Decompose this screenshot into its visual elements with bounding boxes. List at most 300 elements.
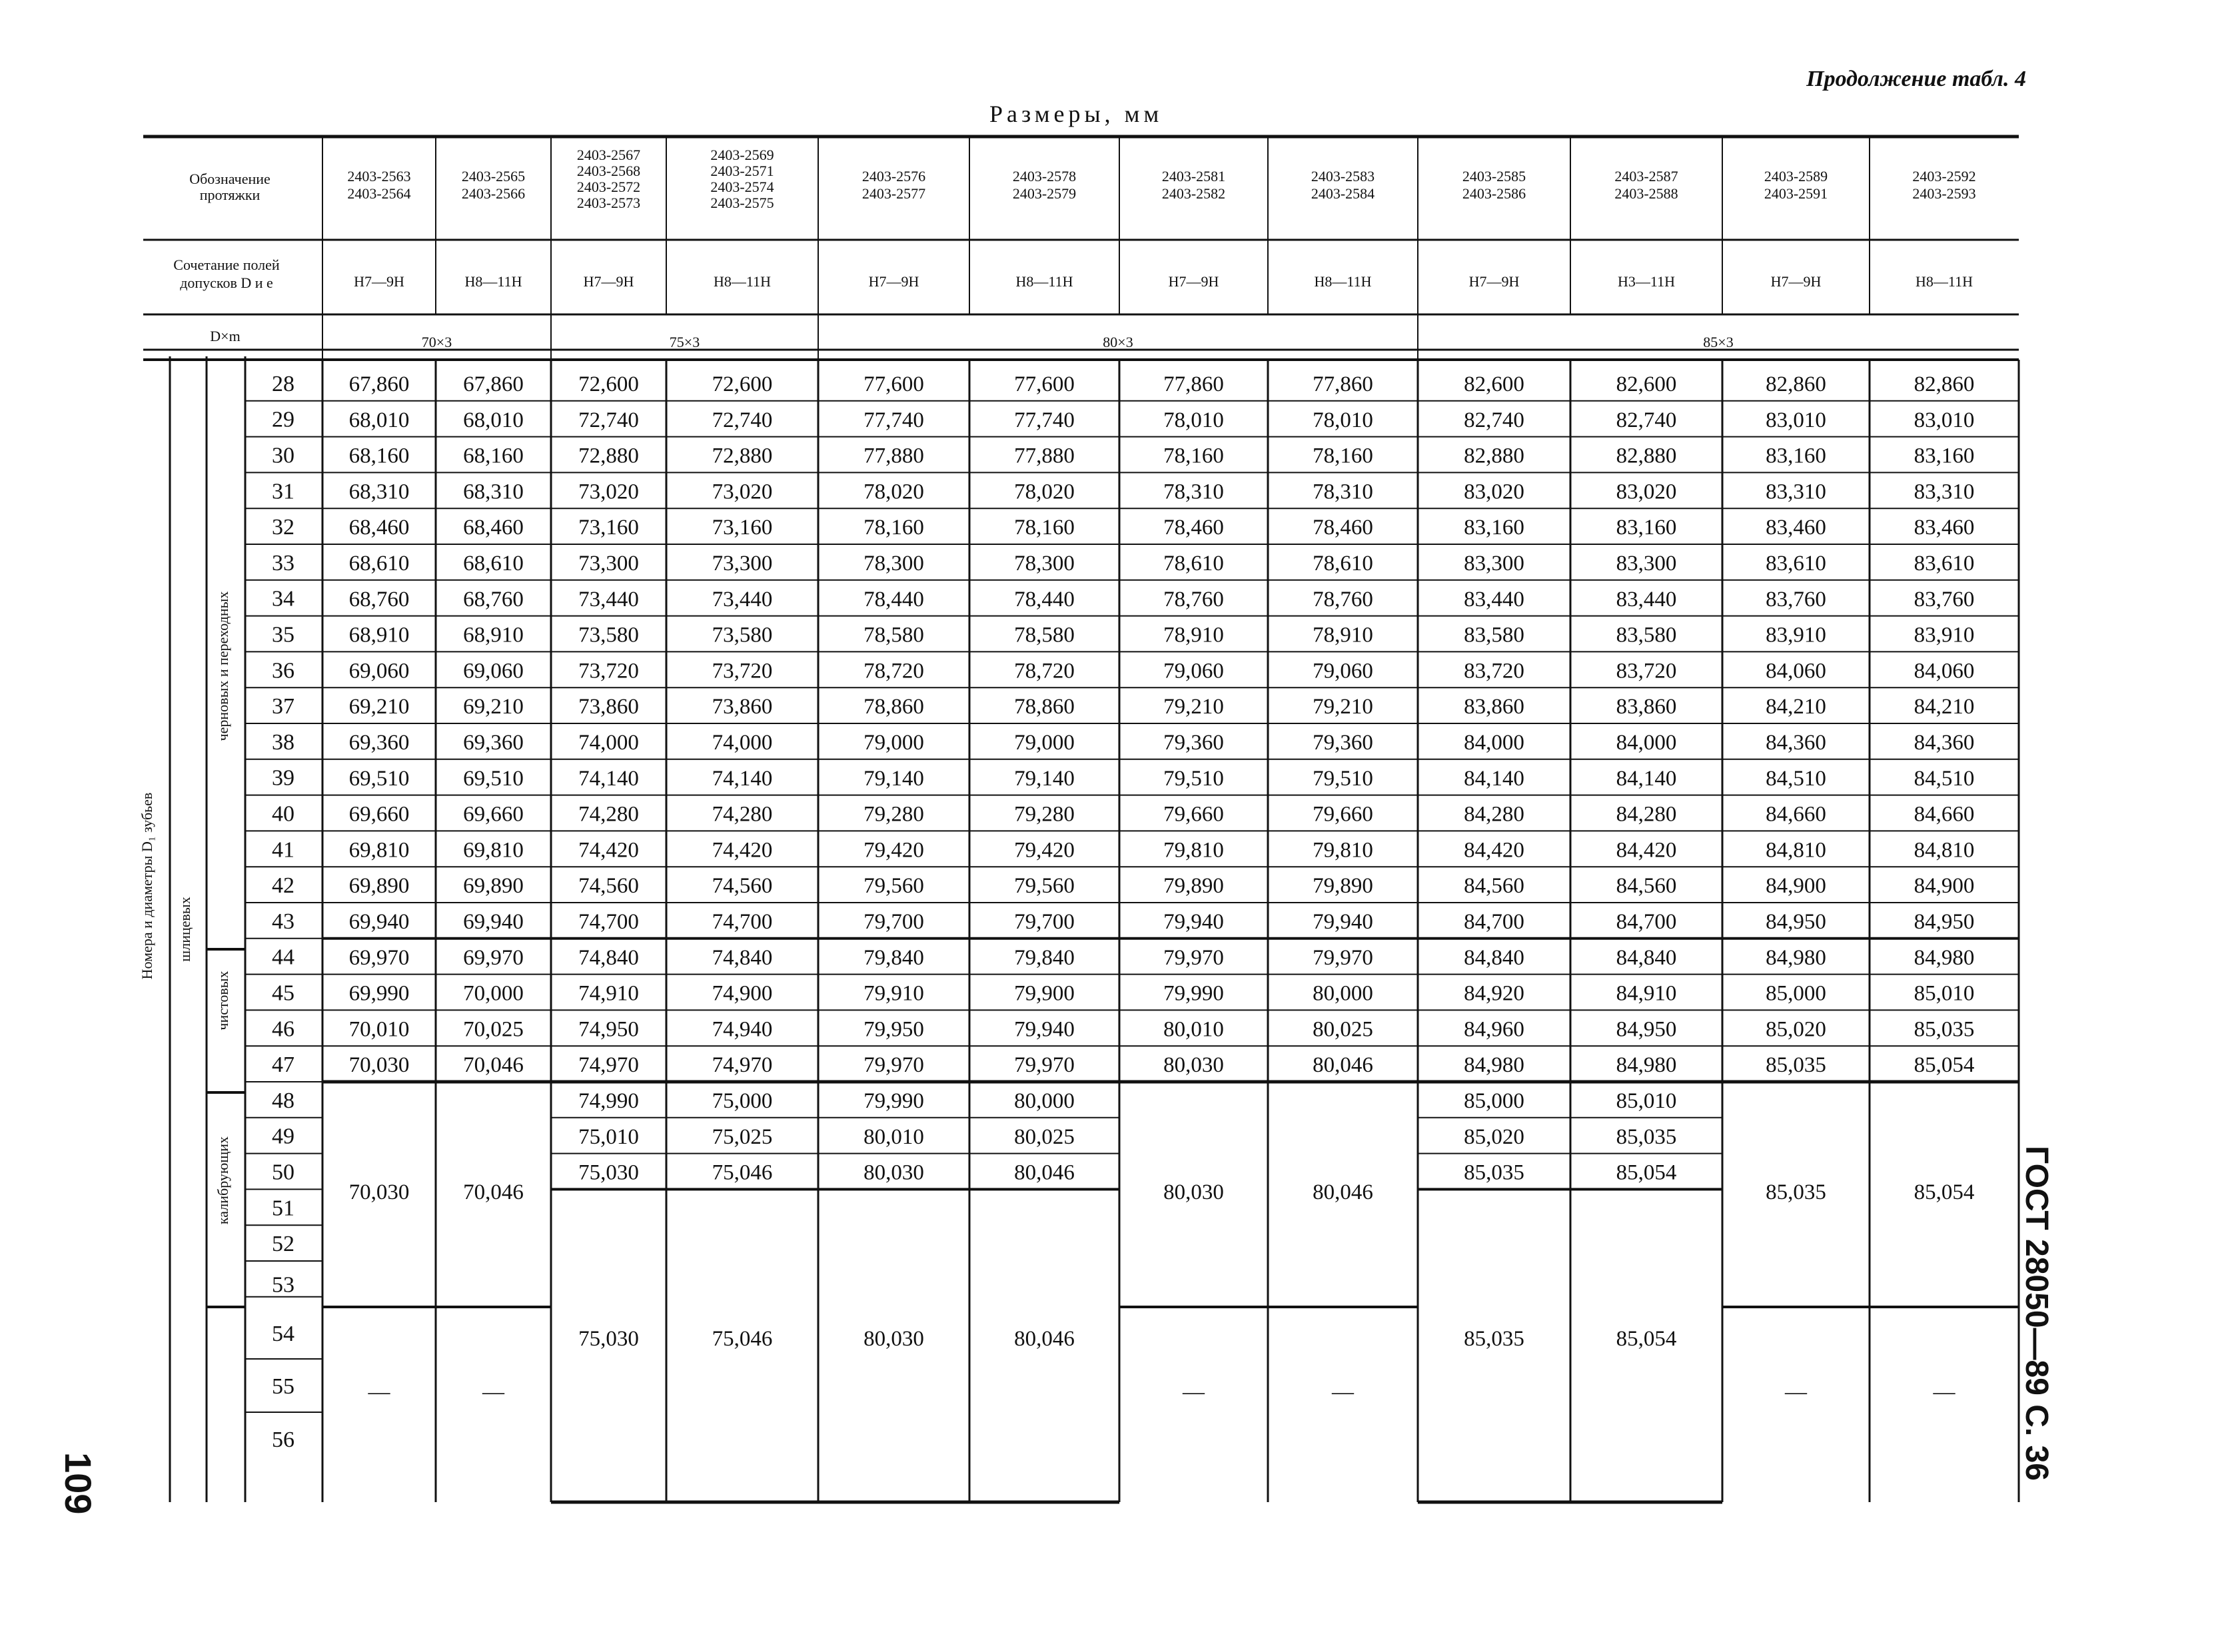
dxm-header: D×m	[210, 328, 241, 344]
value-cell: 73,720	[578, 659, 639, 683]
value-cell: 68,310	[348, 480, 410, 504]
value-cell: 84,280	[1616, 802, 1677, 827]
merged-calib-cell: 80,030	[1163, 1180, 1224, 1204]
value-cell: 78,010	[1163, 408, 1224, 432]
tolerance-cell: H7—9H	[1468, 273, 1520, 290]
tail-value-cell: 85,054	[1616, 1327, 1677, 1351]
tolerance-header: Сочетание полей	[173, 256, 280, 273]
value-cell: 68,010	[348, 408, 410, 432]
designation-cell: 2403-2589	[1764, 168, 1828, 185]
value-cell: 69,360	[348, 731, 410, 755]
tolerance-cell: H7—9H	[1168, 273, 1219, 290]
value-cell: 78,020	[1014, 480, 1075, 504]
value-cell: 85,010	[1914, 981, 1975, 1006]
row-number: 53	[272, 1272, 294, 1298]
row-number: 45	[272, 981, 294, 1006]
value-cell: 84,900	[1766, 874, 1826, 899]
value-cell: 79,950	[863, 1017, 924, 1042]
tolerance-cell: H7—9H	[354, 273, 404, 290]
designation-header-line2: протяжки	[199, 187, 261, 203]
row-number: 56	[272, 1428, 294, 1452]
designation-cell: 2403-2578	[1012, 168, 1077, 185]
value-cell: 85,054	[1914, 1053, 1975, 1078]
value-cell: 74,700	[712, 910, 773, 934]
value-cell: 74,700	[578, 910, 639, 934]
value-cell: 74,140	[578, 766, 639, 791]
merged-calib-cell: 80,046	[1313, 1180, 1373, 1204]
value-cell: 80,030	[1163, 1053, 1224, 1078]
value-cell: 78,160	[1014, 516, 1075, 540]
rows-rough-label: черновых и переходных	[215, 591, 231, 741]
value-cell: 84,210	[1766, 695, 1826, 719]
value-cell: 83,610	[1766, 552, 1826, 576]
value-cell: 69,510	[348, 766, 410, 791]
value-cell: 84,900	[1914, 874, 1975, 899]
value-cell: 84,420	[1616, 838, 1677, 863]
designation-cell: 2403-2591	[1764, 185, 1828, 202]
row-number: 31	[272, 479, 294, 504]
value-cell: 79,210	[1163, 695, 1224, 719]
value-cell: 68,760	[348, 587, 410, 612]
value-cell: 69,890	[463, 874, 524, 899]
value-cell: 73,440	[712, 587, 773, 612]
value-cell: 74,990	[578, 1089, 639, 1113]
value-cell: 79,990	[863, 1089, 924, 1113]
value-cell: 73,160	[578, 516, 639, 540]
tolerance-cell: H7—9H	[868, 273, 919, 290]
designation-cell: 2403-2583	[1311, 168, 1375, 185]
value-cell: 69,810	[463, 838, 524, 863]
value-cell: 85,020	[1464, 1124, 1524, 1149]
value-cell: 83,010	[1914, 408, 1975, 432]
value-cell: 78,010	[1313, 408, 1373, 432]
value-cell: 84,360	[1766, 731, 1826, 755]
value-cell: 79,840	[1014, 945, 1075, 970]
value-cell: 85,010	[1616, 1089, 1677, 1113]
value-cell: 85,054	[1616, 1160, 1677, 1185]
value-cell: 80,010	[863, 1124, 924, 1149]
value-cell: 78,910	[1313, 623, 1373, 647]
designation-cell: 2403-2577	[861, 185, 926, 202]
value-cell: 79,280	[1014, 802, 1075, 827]
value-cell: 79,420	[1014, 838, 1075, 863]
row-number: 40	[272, 801, 294, 827]
value-cell: 68,310	[463, 480, 524, 504]
value-cell: 68,760	[463, 587, 524, 612]
row-number: 54	[272, 1322, 294, 1346]
value-cell: 78,460	[1163, 516, 1224, 540]
rows-finish-label: чистовых	[215, 971, 231, 1031]
tail-value-cell: 85,035	[1464, 1327, 1524, 1351]
value-cell: 79,970	[1163, 945, 1224, 970]
value-cell: 74,840	[578, 945, 639, 970]
value-cell: 77,740	[1014, 408, 1075, 432]
value-cell: 72,600	[578, 372, 639, 396]
dash-cell: —	[1332, 1380, 1354, 1404]
row-number: 43	[272, 909, 294, 934]
value-cell: 83,010	[1766, 408, 1826, 432]
value-cell: 74,560	[578, 874, 639, 899]
row-number: 55	[272, 1374, 294, 1399]
value-cell: 74,420	[712, 838, 773, 863]
value-cell: 79,660	[1313, 802, 1373, 827]
row-number: 47	[272, 1052, 294, 1078]
value-cell: 79,810	[1313, 838, 1373, 863]
value-cell: 68,610	[463, 552, 524, 576]
value-cell: 83,720	[1616, 659, 1677, 683]
value-cell: 74,140	[712, 766, 773, 791]
value-cell: 78,610	[1163, 552, 1224, 576]
value-cell: 74,950	[578, 1017, 639, 1042]
value-cell: 80,000	[1014, 1089, 1075, 1113]
rows-main-label: Номера и диаметры D₁ зубьев	[139, 792, 155, 980]
value-cell: 79,970	[863, 1053, 924, 1078]
value-cell: 83,910	[1766, 623, 1826, 647]
designation-cell: 2403-2566	[461, 185, 526, 202]
value-cell: 84,700	[1616, 910, 1677, 934]
value-cell: 78,300	[1014, 552, 1075, 576]
designation-cell: 2403-2563	[347, 168, 411, 185]
value-cell: 72,600	[712, 372, 773, 396]
value-cell: 84,980	[1616, 1053, 1677, 1078]
value-cell: 68,910	[348, 623, 410, 647]
value-cell: 84,060	[1766, 659, 1826, 683]
row-number: 35	[272, 622, 294, 647]
value-cell: 82,740	[1616, 408, 1677, 432]
value-cell: 84,560	[1616, 874, 1677, 899]
value-cell: 82,740	[1464, 408, 1524, 432]
value-cell: 69,360	[463, 731, 524, 755]
value-cell: 75,010	[578, 1124, 639, 1149]
row-number: 42	[272, 873, 294, 899]
value-cell: 77,600	[1014, 372, 1075, 396]
value-cell: 79,560	[1014, 874, 1075, 899]
tail-value-cell: 80,030	[863, 1327, 924, 1351]
merged-calib-cell: 70,046	[463, 1180, 524, 1204]
rows-spline-label: шлицевых	[177, 897, 193, 962]
value-cell: 73,160	[712, 516, 773, 540]
dash-cell: —	[1183, 1380, 1205, 1404]
value-cell: 77,860	[1313, 372, 1373, 396]
value-cell: 74,970	[712, 1053, 773, 1078]
value-cell: 68,460	[463, 516, 524, 540]
value-cell: 84,000	[1464, 731, 1524, 755]
value-cell: 78,460	[1313, 516, 1373, 540]
value-cell: 67,860	[348, 372, 410, 396]
value-cell: 74,840	[712, 945, 773, 970]
value-cell: 84,210	[1914, 695, 1975, 719]
value-cell: 83,020	[1464, 480, 1524, 504]
tolerance-cell: H3—11H	[1618, 273, 1675, 290]
value-cell: 79,360	[1313, 731, 1373, 755]
value-cell: 72,880	[578, 444, 639, 468]
value-cell: 79,420	[863, 838, 924, 863]
value-cell: 75,025	[712, 1124, 773, 1149]
designation-cell: 2403-2565	[461, 168, 526, 185]
value-cell: 69,970	[348, 945, 410, 970]
value-cell: 79,000	[863, 731, 924, 755]
value-cell: 80,010	[1163, 1017, 1224, 1042]
value-cell: 68,160	[348, 444, 410, 468]
value-cell: 82,860	[1766, 372, 1826, 396]
value-cell: 79,360	[1163, 731, 1224, 755]
value-cell: 83,460	[1766, 516, 1826, 540]
value-cell: 74,000	[578, 731, 639, 755]
value-cell: 77,740	[863, 408, 924, 432]
value-cell: 78,160	[1163, 444, 1224, 468]
value-cell: 68,610	[348, 552, 410, 576]
value-cell: 70,046	[463, 1053, 524, 1078]
value-cell: 79,210	[1313, 695, 1373, 719]
value-cell: 78,720	[863, 659, 924, 683]
value-cell: 78,160	[863, 516, 924, 540]
row-number: 34	[272, 586, 294, 612]
tail-value-cell: 75,030	[578, 1327, 639, 1351]
value-cell: 79,890	[1313, 874, 1373, 899]
value-cell: 79,060	[1313, 659, 1373, 683]
value-cell: 77,880	[863, 444, 924, 468]
value-cell: 69,060	[348, 659, 410, 683]
value-cell: 73,580	[712, 623, 773, 647]
value-cell: 84,140	[1464, 766, 1524, 791]
value-cell: 69,660	[348, 802, 410, 827]
value-cell: 70,030	[348, 1053, 410, 1078]
merged-calib-cell: 85,054	[1914, 1180, 1975, 1204]
designation-cell: 2403-2575	[710, 195, 774, 211]
value-cell: 73,300	[712, 552, 773, 576]
value-cell: 83,860	[1464, 695, 1524, 719]
value-cell: 68,460	[348, 516, 410, 540]
tail-value-cell: 80,046	[1014, 1327, 1075, 1351]
dash-cell: —	[1933, 1380, 1955, 1404]
value-cell: 83,440	[1616, 587, 1677, 612]
value-cell: 69,970	[463, 945, 524, 970]
designation-header: Обозначение	[189, 171, 271, 187]
value-cell: 79,940	[1313, 910, 1373, 934]
value-cell: 79,940	[1014, 1017, 1075, 1042]
value-cell: 83,300	[1616, 552, 1677, 576]
value-cell: 77,600	[863, 372, 924, 396]
value-cell: 69,990	[348, 981, 410, 1006]
row-number: 52	[272, 1232, 294, 1257]
designation-cell: 2403-2564	[347, 185, 411, 202]
value-cell: 84,840	[1464, 945, 1524, 970]
value-cell: 78,580	[1014, 623, 1075, 647]
value-cell: 82,860	[1914, 372, 1975, 396]
row-number: 33	[272, 550, 294, 576]
value-cell: 77,860	[1163, 372, 1224, 396]
value-cell: 84,510	[1766, 766, 1826, 791]
value-cell: 79,840	[863, 945, 924, 970]
value-cell: 72,740	[712, 408, 773, 432]
value-cell: 79,940	[1163, 910, 1224, 934]
value-cell: 80,046	[1014, 1160, 1075, 1185]
row-number: 30	[272, 443, 294, 468]
value-cell: 74,280	[578, 802, 639, 827]
value-cell: 68,160	[463, 444, 524, 468]
value-cell: 73,020	[578, 480, 639, 504]
value-cell: 82,880	[1464, 444, 1524, 468]
value-cell: 75,000	[712, 1089, 773, 1113]
value-cell: 84,280	[1464, 802, 1524, 827]
designation-cell: 2403-2568	[576, 163, 641, 179]
value-cell: 79,000	[1014, 731, 1075, 755]
value-cell: 67,860	[463, 372, 524, 396]
value-cell: 84,950	[1914, 910, 1975, 934]
row-number: 44	[272, 945, 294, 970]
value-cell: 83,580	[1616, 623, 1677, 647]
value-cell: 83,310	[1766, 480, 1826, 504]
value-cell: 74,910	[578, 981, 639, 1006]
value-cell: 75,030	[578, 1160, 639, 1185]
value-cell: 84,980	[1914, 945, 1975, 970]
row-number: 48	[272, 1088, 294, 1113]
value-cell: 79,700	[863, 910, 924, 934]
tolerance-header-line2: допусков D и e	[180, 274, 273, 291]
value-cell: 84,980	[1464, 1053, 1524, 1078]
tolerance-cell: H8—11H	[464, 273, 522, 290]
value-cell: 84,960	[1464, 1017, 1524, 1042]
value-cell: 79,900	[1014, 981, 1075, 1006]
row-number: 37	[272, 694, 294, 719]
designation-cell: 2403-2584	[1311, 185, 1375, 202]
value-cell: 69,940	[463, 910, 524, 934]
designation-cell: 2403-2593	[1912, 185, 1976, 202]
dxm-cell: 75×3	[669, 334, 700, 350]
value-cell: 83,160	[1914, 444, 1975, 468]
value-cell: 84,950	[1766, 910, 1826, 934]
value-cell: 84,060	[1914, 659, 1975, 683]
value-cell: 79,510	[1163, 766, 1224, 791]
value-cell: 78,610	[1313, 552, 1373, 576]
value-cell: 72,880	[712, 444, 773, 468]
value-cell: 78,160	[1313, 444, 1373, 468]
value-cell: 85,000	[1766, 981, 1826, 1006]
merged-calib-cell: 70,030	[348, 1180, 410, 1204]
designation-cell: 2403-2585	[1462, 168, 1526, 185]
value-cell: 84,980	[1766, 945, 1826, 970]
tolerance-cell: H7—9H	[1770, 273, 1822, 290]
tolerance-cell: H8—11H	[1015, 273, 1073, 290]
designation-cell: 2403-2576	[861, 168, 926, 185]
value-cell: 75,046	[712, 1160, 773, 1185]
value-cell: 84,700	[1464, 910, 1524, 934]
value-cell: 79,970	[1014, 1053, 1075, 1078]
dash-cell: —	[368, 1380, 390, 1404]
value-cell: 74,940	[712, 1017, 773, 1042]
value-cell: 73,720	[712, 659, 773, 683]
row-number: 29	[272, 407, 294, 432]
value-cell: 72,740	[578, 408, 639, 432]
value-cell: 84,420	[1464, 838, 1524, 863]
value-cell: 78,720	[1014, 659, 1075, 683]
value-cell: 79,060	[1163, 659, 1224, 683]
value-cell: 84,560	[1464, 874, 1524, 899]
value-cell: 84,910	[1616, 981, 1677, 1006]
designation-cell: 2403-2569	[710, 147, 774, 163]
row-number: 39	[272, 765, 294, 791]
value-cell: 80,000	[1313, 981, 1373, 1006]
value-cell: 83,160	[1464, 516, 1524, 540]
value-cell: 78,300	[863, 552, 924, 576]
value-cell: 84,840	[1616, 945, 1677, 970]
value-cell: 85,035	[1766, 1053, 1826, 1078]
value-cell: 79,910	[863, 981, 924, 1006]
dxm-cell: 80×3	[1103, 334, 1133, 350]
value-cell: 83,440	[1464, 587, 1524, 612]
value-cell: 79,700	[1014, 910, 1075, 934]
designation-cell: 2403-2567	[576, 147, 641, 163]
value-cell: 74,420	[578, 838, 639, 863]
value-cell: 73,300	[578, 552, 639, 576]
value-cell: 78,310	[1163, 480, 1224, 504]
value-cell: 79,890	[1163, 874, 1224, 899]
value-cell: 78,440	[863, 587, 924, 612]
value-cell: 69,510	[463, 766, 524, 791]
row-number: 50	[272, 1160, 294, 1185]
value-cell: 74,970	[578, 1053, 639, 1078]
row-number: 28	[272, 371, 294, 396]
value-cell: 85,020	[1766, 1017, 1826, 1042]
tolerance-cell: H8—11H	[1314, 273, 1372, 290]
value-cell: 73,440	[578, 587, 639, 612]
value-cell: 69,660	[463, 802, 524, 827]
value-cell: 79,510	[1313, 766, 1373, 791]
value-cell: 69,210	[463, 695, 524, 719]
value-cell: 85,035	[1914, 1017, 1975, 1042]
value-cell: 79,140	[863, 766, 924, 791]
value-cell: 80,030	[863, 1160, 924, 1185]
value-cell: 83,020	[1616, 480, 1677, 504]
page-number-text: 109	[57, 1452, 99, 1515]
value-cell: 78,310	[1313, 480, 1373, 504]
value-cell: 69,940	[348, 910, 410, 934]
value-cell: 83,760	[1766, 587, 1826, 612]
value-cell: 78,580	[863, 623, 924, 647]
value-cell: 70,000	[463, 981, 524, 1006]
tolerance-cell: H8—11H	[714, 273, 771, 290]
value-cell: 80,025	[1014, 1124, 1075, 1149]
tolerance-cell: H8—11H	[1916, 273, 1973, 290]
value-cell: 77,880	[1014, 444, 1075, 468]
value-cell: 82,880	[1616, 444, 1677, 468]
value-cell: 69,810	[348, 838, 410, 863]
value-cell: 85,000	[1464, 1089, 1524, 1113]
value-cell: 73,860	[578, 695, 639, 719]
value-cell: 84,660	[1766, 802, 1826, 827]
value-cell: 74,280	[712, 802, 773, 827]
designation-cell: 2403-2587	[1614, 168, 1678, 185]
value-cell: 83,460	[1914, 516, 1975, 540]
value-cell: 84,510	[1914, 766, 1975, 791]
value-cell: 68,910	[463, 623, 524, 647]
value-cell: 73,020	[712, 480, 773, 504]
tolerance-cell: H7—9H	[583, 273, 634, 290]
value-cell: 84,140	[1616, 766, 1677, 791]
value-cell: 83,310	[1914, 480, 1975, 504]
value-cell: 84,810	[1914, 838, 1975, 863]
value-cell: 84,950	[1616, 1017, 1677, 1042]
designation-cell: 2403-2571	[710, 163, 774, 179]
row-number: 32	[272, 515, 294, 540]
value-cell: 78,860	[1014, 695, 1075, 719]
value-cell: 74,560	[712, 874, 773, 899]
value-cell: 84,810	[1766, 838, 1826, 863]
standard-text: ГОСТ 28050—89 С. 36	[2019, 1146, 2054, 1481]
value-cell: 83,610	[1914, 552, 1975, 576]
value-cell: 83,860	[1616, 695, 1677, 719]
value-cell: 83,160	[1766, 444, 1826, 468]
